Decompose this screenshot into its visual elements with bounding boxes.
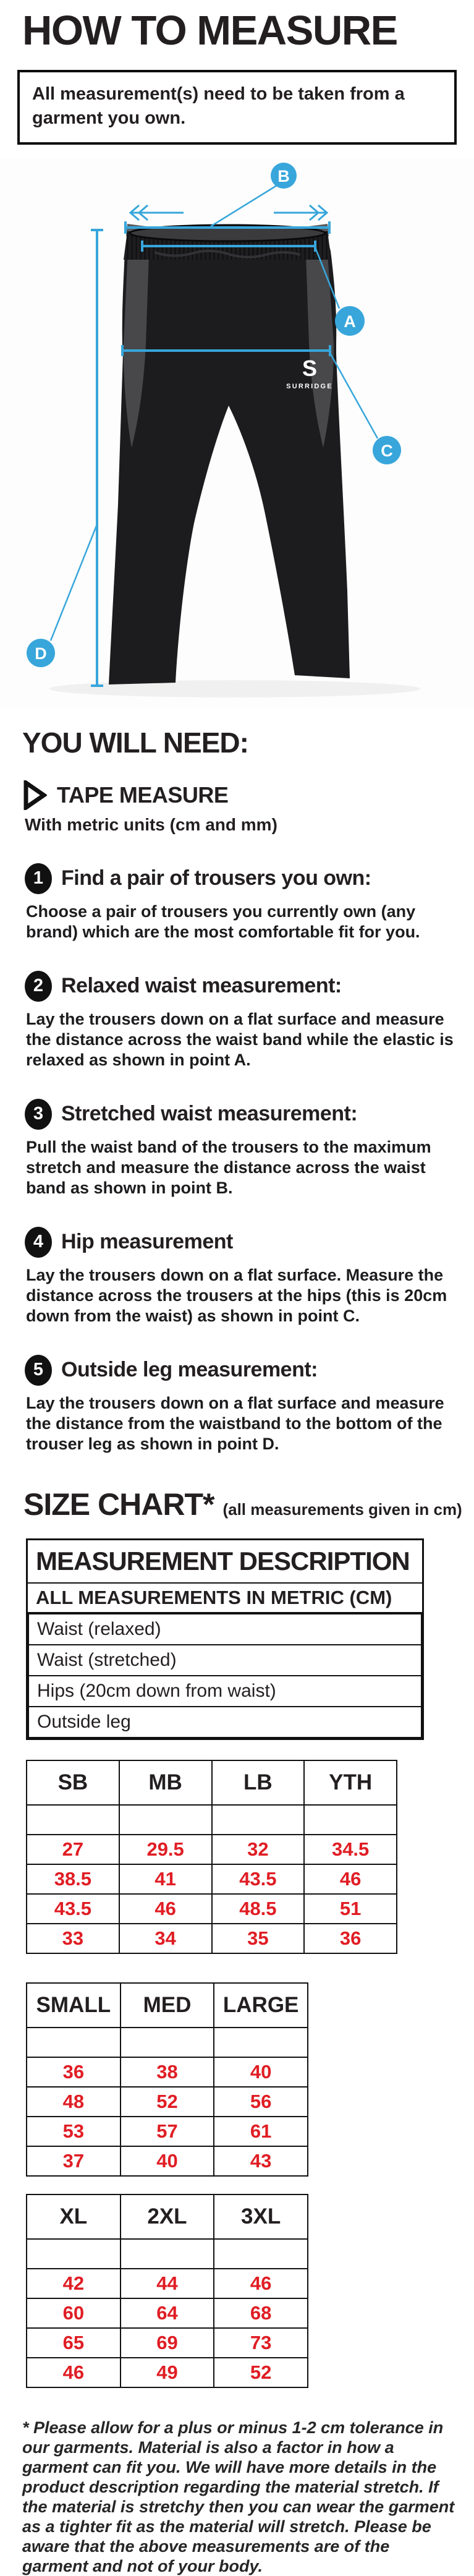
measurement-table-title: MEASUREMENT DESCRIPTION bbox=[28, 1540, 422, 1584]
logo-wordmark: SURRIDGE bbox=[286, 382, 333, 390]
size-value-cell: 33 bbox=[27, 1924, 119, 1953]
empty-cell bbox=[214, 2239, 308, 2269]
play-triangle-icon bbox=[23, 780, 47, 810]
pointer-b bbox=[211, 184, 279, 226]
step-4 bbox=[25, 1227, 455, 1326]
size-value-row bbox=[27, 1835, 397, 1864]
size-value-cell: 35 bbox=[212, 1924, 305, 1953]
size-col-header: YTH bbox=[304, 1760, 397, 1805]
size-header-row bbox=[27, 1983, 308, 2028]
empty-cell bbox=[27, 2239, 121, 2269]
spacer-row bbox=[27, 2239, 308, 2269]
size-value-row bbox=[27, 1864, 397, 1894]
size-value-cell: 53 bbox=[27, 2117, 121, 2146]
empty-cell bbox=[214, 2028, 308, 2057]
size-value-row bbox=[27, 2328, 308, 2358]
size-value-cell: 57 bbox=[121, 2117, 214, 2146]
size-value-cell: 40 bbox=[121, 2146, 214, 2176]
size-value-cell: 46 bbox=[119, 1894, 212, 1924]
size-value-cell: 40 bbox=[214, 2057, 308, 2087]
tolerance-footnote: * Please allow for a plus or minus 1-2 cm tolerance in our garments. Material is also a factor in how a garment can fit you. We will have more details in the product description regarding the material stretch. If the material is stretchy then you can wear the garment as a tighter fit as the material will stretch. Please be aware that the above measurements are of the garment and not of your body. bbox=[22, 2418, 455, 2575]
empty-cell bbox=[27, 2028, 121, 2057]
size-value-cell: 38 bbox=[121, 2057, 214, 2087]
point-label-c bbox=[373, 436, 401, 464]
size-chart-title: SIZE CHART* bbox=[23, 1486, 214, 1522]
size-value-cell: 60 bbox=[27, 2298, 121, 2328]
step-3-body: Pull the waist band of the trousers to the maximum stretch and measure the distance across the waist band as shown in point B. bbox=[26, 1137, 431, 1197]
notice-box bbox=[17, 70, 457, 145]
size-value-cell: 42 bbox=[27, 2269, 121, 2298]
size-value-cell: 43 bbox=[214, 2146, 308, 2176]
size-value-cell: 56 bbox=[214, 2087, 308, 2117]
size-value-cell: 38.5 bbox=[27, 1864, 119, 1894]
size-value-cell: 69 bbox=[121, 2328, 214, 2358]
measurement-row: Hips (20cm down from waist) bbox=[29, 1676, 421, 1707]
size-value-row bbox=[27, 2298, 308, 2328]
size-value-row bbox=[27, 2269, 308, 2298]
size-table-xl-2xl-3xl bbox=[26, 2194, 308, 2388]
size-value-cell: 34.5 bbox=[304, 1835, 397, 1864]
measurement-rows bbox=[28, 1613, 422, 1738]
size-value-cell: 34 bbox=[119, 1924, 212, 1953]
size-value-cell: 51 bbox=[304, 1894, 397, 1924]
size-value-cell: 48 bbox=[27, 2087, 121, 2117]
point-label-b bbox=[271, 163, 297, 189]
empty-cell bbox=[27, 1805, 119, 1835]
step-4-heading-row bbox=[25, 1227, 455, 1258]
step-1-heading-row bbox=[25, 863, 455, 894]
trousers-illustration bbox=[0, 158, 474, 709]
size-value-row bbox=[27, 1894, 397, 1924]
size-value-cell: 73 bbox=[214, 2328, 308, 2358]
step-3-heading-row bbox=[25, 1099, 455, 1130]
size-value-cell: 32 bbox=[212, 1835, 305, 1864]
size-value-cell: 49 bbox=[121, 2358, 214, 2387]
size-col-header: SMALL bbox=[27, 1983, 121, 2028]
measurement-row: Waist (stretched) bbox=[29, 1645, 421, 1676]
size-value-cell: 46 bbox=[214, 2269, 308, 2298]
size-value-cell: 64 bbox=[121, 2298, 214, 2328]
page-title: HOW TO MEASURE bbox=[22, 7, 397, 54]
size-value-row bbox=[27, 2358, 308, 2387]
tape-measure-label: TAPE MEASURE bbox=[57, 782, 229, 808]
size-value-cell: 65 bbox=[27, 2328, 121, 2358]
size-value-row bbox=[27, 1924, 397, 1953]
empty-cell bbox=[119, 1805, 212, 1835]
size-col-header: SB bbox=[27, 1760, 119, 1805]
size-value-row bbox=[27, 2057, 308, 2087]
step-5-number-badge: 5 bbox=[25, 1355, 52, 1386]
outside-leg-line bbox=[91, 230, 103, 686]
measurement-table-subtitle: ALL MEASUREMENTS IN METRIC (CM) bbox=[28, 1584, 422, 1613]
measurement-description-table bbox=[26, 1538, 424, 1740]
empty-cell bbox=[304, 1805, 397, 1835]
size-col-header: XL bbox=[27, 2194, 121, 2239]
step-4-number-badge: 4 bbox=[25, 1227, 52, 1258]
tape-measure-row bbox=[23, 780, 474, 810]
size-table-small-med-large bbox=[26, 1982, 308, 2177]
size-col-header: MED bbox=[121, 1983, 214, 2028]
step-2-heading-row bbox=[25, 971, 455, 1002]
how-to-measure-page bbox=[0, 7, 474, 2576]
step-3-number-badge: 3 bbox=[25, 1099, 52, 1130]
size-value-cell: 52 bbox=[121, 2087, 214, 2117]
svg-text:C: C bbox=[381, 441, 393, 460]
size-value-cell: 61 bbox=[214, 2117, 308, 2146]
size-value-cell: 36 bbox=[27, 2057, 121, 2087]
step-1-number-badge: 1 bbox=[25, 863, 52, 894]
you-will-need-heading: YOU WILL NEED: bbox=[22, 726, 248, 759]
floor-shadow bbox=[49, 680, 420, 697]
size-chart-subtitle: (all measurements given in cm) bbox=[222, 1499, 462, 1519]
measurement-row: Waist (relaxed) bbox=[29, 1614, 421, 1645]
size-table-boys-youth bbox=[26, 1760, 397, 1954]
step-4-body: Lay the trousers down on a flat surface. Measure the distance across the trousers at the hips (this is 20cm down from the waist) as shown in point C. bbox=[26, 1265, 447, 1325]
size-header-row bbox=[27, 2194, 308, 2239]
step-1-title: Find a pair of trousers you own: bbox=[61, 866, 371, 890]
measurement-row: Outside leg bbox=[37, 1711, 131, 1732]
step-5-title: Outside leg measurement: bbox=[61, 1358, 318, 1382]
size-col-header: 3XL bbox=[214, 2194, 308, 2239]
step-5-heading-row bbox=[25, 1355, 455, 1386]
empty-cell bbox=[121, 2239, 214, 2269]
point-label-d bbox=[27, 639, 55, 667]
size-value-row bbox=[27, 2117, 308, 2146]
step-1-body: Choose a pair of trousers you currently own (any brand) which are the most comfortable fit for you. bbox=[26, 902, 420, 941]
size-value-cell: 29.5 bbox=[119, 1835, 212, 1864]
size-value-cell: 46 bbox=[304, 1864, 397, 1894]
trousers-diagram bbox=[0, 158, 474, 709]
step-3-title: Stretched waist measurement: bbox=[61, 1102, 358, 1126]
empty-cell bbox=[121, 2028, 214, 2057]
size-col-header: LB bbox=[212, 1760, 305, 1805]
step-4-title: Hip measurement bbox=[61, 1230, 233, 1254]
size-value-cell: 43.5 bbox=[27, 1894, 119, 1924]
spacer-row bbox=[27, 2028, 308, 2057]
step-2-body: Lay the trousers down on a flat surface and measure the distance across the waist band while the elastic is relaxed as shown in point A. bbox=[26, 1009, 454, 1069]
step-2-number-badge: 2 bbox=[25, 971, 52, 1002]
size-value-cell: 43.5 bbox=[212, 1864, 305, 1894]
size-value-cell: 48.5 bbox=[212, 1894, 305, 1924]
step-2 bbox=[25, 971, 455, 1070]
tape-measure-detail: With metric units (cm and mm) bbox=[25, 814, 277, 834]
size-col-header: 2XL bbox=[121, 2194, 214, 2239]
size-value-cell: 68 bbox=[214, 2298, 308, 2328]
size-value-cell: 52 bbox=[214, 2358, 308, 2387]
spacer-row bbox=[27, 1805, 397, 1835]
notice-text: All measurement(s) need to be taken from a garment you own. bbox=[32, 84, 405, 129]
step-5-body: Lay the trousers down on a flat surface and measure the distance from the waistband to the bottom of the trouser leg as shown in point D. bbox=[26, 1393, 444, 1453]
size-value-row bbox=[27, 2146, 308, 2176]
size-header-row bbox=[27, 1760, 397, 1805]
pointer-d bbox=[51, 524, 97, 641]
svg-text:A: A bbox=[344, 312, 356, 331]
svg-text:B: B bbox=[277, 166, 290, 186]
stretch-arrows bbox=[130, 205, 327, 220]
logo-mark: S bbox=[302, 355, 318, 381]
step-3 bbox=[25, 1099, 455, 1198]
empty-cell bbox=[212, 1805, 305, 1835]
size-value-cell: 27 bbox=[27, 1835, 119, 1864]
size-value-cell: 41 bbox=[119, 1864, 212, 1894]
size-chart-heading-row bbox=[23, 1486, 474, 1522]
size-col-header: LARGE bbox=[214, 1983, 308, 2028]
size-value-cell: 44 bbox=[121, 2269, 214, 2298]
svg-text:D: D bbox=[35, 644, 47, 663]
step-2-title: Relaxed waist measurement: bbox=[61, 974, 342, 998]
size-value-cell: 36 bbox=[304, 1924, 397, 1953]
size-value-cell: 46 bbox=[27, 2358, 121, 2387]
size-col-header: MB bbox=[119, 1760, 212, 1805]
size-value-cell: 37 bbox=[27, 2146, 121, 2176]
point-label-a bbox=[335, 306, 365, 336]
step-5 bbox=[25, 1355, 455, 1454]
size-value-row bbox=[27, 2087, 308, 2117]
step-1 bbox=[25, 863, 455, 942]
